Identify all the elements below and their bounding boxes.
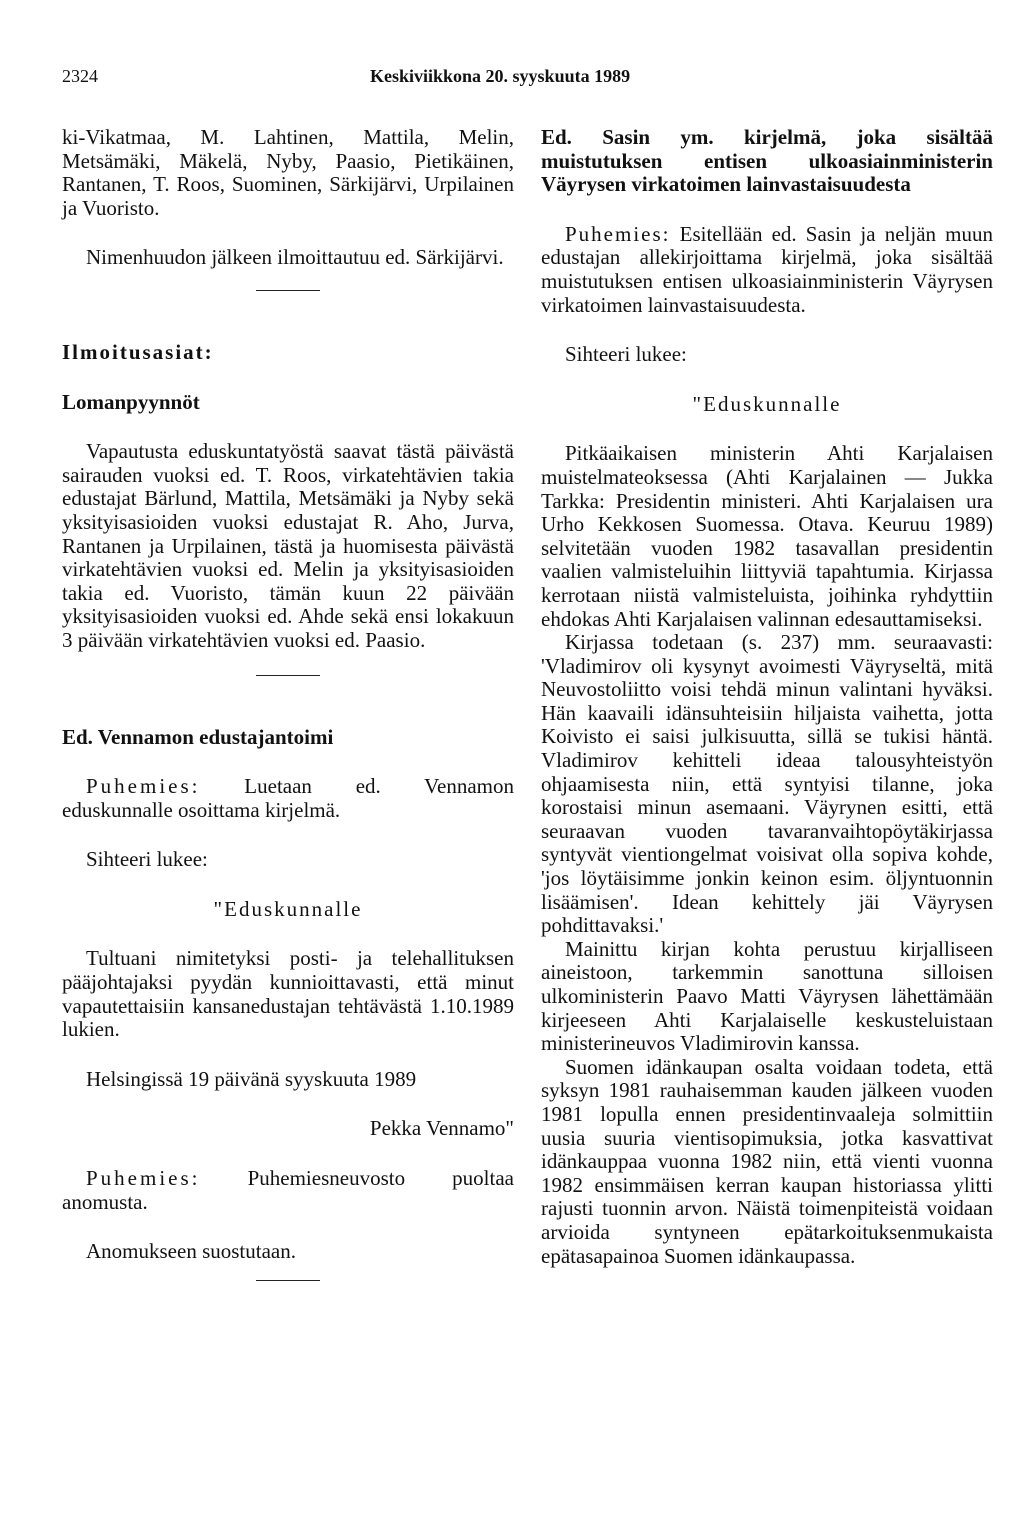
left-column: [62, 126, 514, 1281]
memoir-paragraph: Pitkäaikaisen ministerin Ahti Karjalaisen muistelmateoksessa (Ahti Karjalainen — Jukka Tarkka: Presidentin ministeri. Ahti Karjalaisen ura Urho Kekkosen Suomessa. Otava. Keuruu 1989) selvitetään vuoden 1982 tasavallan presidentin vaalien valmisteluihin liittyviä tapahtumia. Kirjassa kerrotaan niistä valmisteluista, joihinka ryhdyttiin ehdokas Ahti Karjalaisen valinnan edesauttamiseksi.: [541, 441, 993, 631]
speaker-text: Luetaan ed. Vennamon eduskunnalle osoittama kirjelmä.: [62, 774, 514, 822]
speaker-text-2: Puhemiesneuvosto puoltaa anomusta.: [62, 1166, 514, 1214]
notices-heading: Ilmoitusasiat:: [62, 339, 214, 364]
source-paragraph: Mainittu kirjan kohta perustuu kirjalliseen aineistoon, tarkemmin sanottuna silloisen ulkoministerin Paavo Matti Väyrysen lähettämään kirjeeseen Ahti Karjalaiselle keskusteluistaan ministerineuvos Vladimirovin kanssa.: [541, 936, 993, 1056]
trade-paragraph: Suomen idänkaupan osalta voidaan todeta, että syksyn 1981 rauhaisemman kauden jälkeen vuoden 1981 lopulla ennen presidentinvaaleja solmittiin uusia suuria vientisopimuksia, jotka kasvattivat idänkauppaa vuonna 1982 niin, että vienti vuonna 1982 ensimmäisen kerran kaupan historiassa ylitti rajusti tuonnin arvon. Näistä toimenpiteistä voidaan arvioida syntyneen epätarkoituksenmukaista epätasapainoa Suomen idänkaupassa.: [541, 1054, 993, 1268]
secretary-reads: Sihteeri lukee:: [86, 847, 208, 872]
attendance-list: ki-Vikatmaa, M. Lahtinen, Mattila, Melin, Metsämäki, Mäkelä, Nyby, Paasio, Pietikäinen, Rantanen, T. Roos, Suominen, Särkijärvi, Urpilainen ja Vuoristo.: [62, 125, 514, 220]
quote-paragraph: Kirjassa todetaan (s. 237) mm. seuraavasti: 'Vladimirov oli kysynyt avoimesti Väyryseltä, mitä Neuvostoliitto voisi tehdä minun valintani hyväksi. Hän kaavaili idänsuhteisiin hiljaista vaihetta, jotta Koivisto ei saisi julkisuutta, sillä se tukisi häntä. Vladimirov kehitteli ideaa talousyhteistyön ohjaamisesta niin, että syntyisi tilanne, joka korostaisi minun asemaani. Väyrynen esitti, että seuraavan vuoden tavaranvaihtopöytäkirjassa syntyvät vientiongelmat voisivat olla sopiva kohde, 'jos löytäisimme jonkin keinon esim. öljyntuonnin lisäämisen'. Idean kehittely jäi Väyrysen pohdittavaksi.': [541, 630, 993, 938]
running-header: [370, 66, 630, 87]
letter-salutation: "Eduskunnalle: [213, 896, 363, 921]
speaker-statement-2: [62, 1167, 514, 1214]
speaker-label-right: Puhemies:: [565, 221, 671, 246]
speaker-statement-right: [541, 223, 993, 317]
right-column: [541, 126, 993, 1268]
letter-body: Tultuani nimitetyksi posti- ja telehallituksen pääjohtajaksi pyydän kunnioittavasti, että minut vapautettaisiin kansanedustajan tehtävästä 1.10.1989 lukien.: [62, 946, 514, 1042]
roll-call-note: Nimenhuudon jälkeen ilmoittautuu ed. Särkijärvi.: [86, 245, 504, 270]
letter-signature: Pekka Vennamo": [369, 1116, 514, 1141]
letter-salutation-right: "Eduskunnalle: [692, 391, 842, 416]
speaker-statement: [62, 775, 514, 822]
secretary-reads-right: Sihteeri lukee:: [565, 342, 687, 367]
speaker-label: Puhemies:: [86, 774, 201, 799]
page-header: [62, 66, 974, 92]
vennamo-heading: Ed. Vennamon edustajantoimi: [62, 724, 334, 749]
leave-requests-heading: Lomanpyynnöt: [62, 389, 200, 414]
header-weekday: Keskiviikkona 20.: [370, 66, 509, 86]
header-date: syyskuuta 1989: [512, 66, 631, 86]
letter-place-date: Helsingissä 19 päivänä syyskuuta 1989: [86, 1066, 417, 1091]
section-divider: [256, 1280, 320, 1281]
speaker-label-2: Puhemies:: [86, 1166, 201, 1191]
sasin-heading: Ed. Sasin ym. kirjelmä, joka sisältää muistutuksen entisen ulkoasiainministerin Väyrysen virkatoimen lainvastaisuudesta: [541, 125, 993, 197]
speaker-text-right: Esitellään ed. Sasin ja neljän muun edustajan allekirjoittama kirjelmä, joka sisältää muistutuksen entisen ulkoasiainministerin Väyrysen virkatoimen lainvastaisuudesta.: [541, 221, 993, 317]
leave-requests-text: Vapautusta eduskuntatyöstä saavat tästä päivästä sairauden vuoksi ed. T. Roos, virkatehtävien takia edustajat Bärlund, Mattila, Metsämäki ja Nyby sekä yksityisasioiden vuoksi edustajat R. Aho, Jurva, Rantanen ja Urpilainen, tästä ja huomisesta päivästä virkatehtävien vuoksi ed. Melin ja yksityisasioiden takia ed. Vuoristo, tämän kuun 22 päivään yksityisasioiden vuoksi ed. Ahde sekä ensi lokakuun 3 päivään virkatehtävien vuoksi ed. Paasio.: [62, 439, 514, 652]
petition-decision: Anomukseen suostutaan.: [86, 1239, 296, 1264]
page-number: 2324: [62, 66, 98, 86]
